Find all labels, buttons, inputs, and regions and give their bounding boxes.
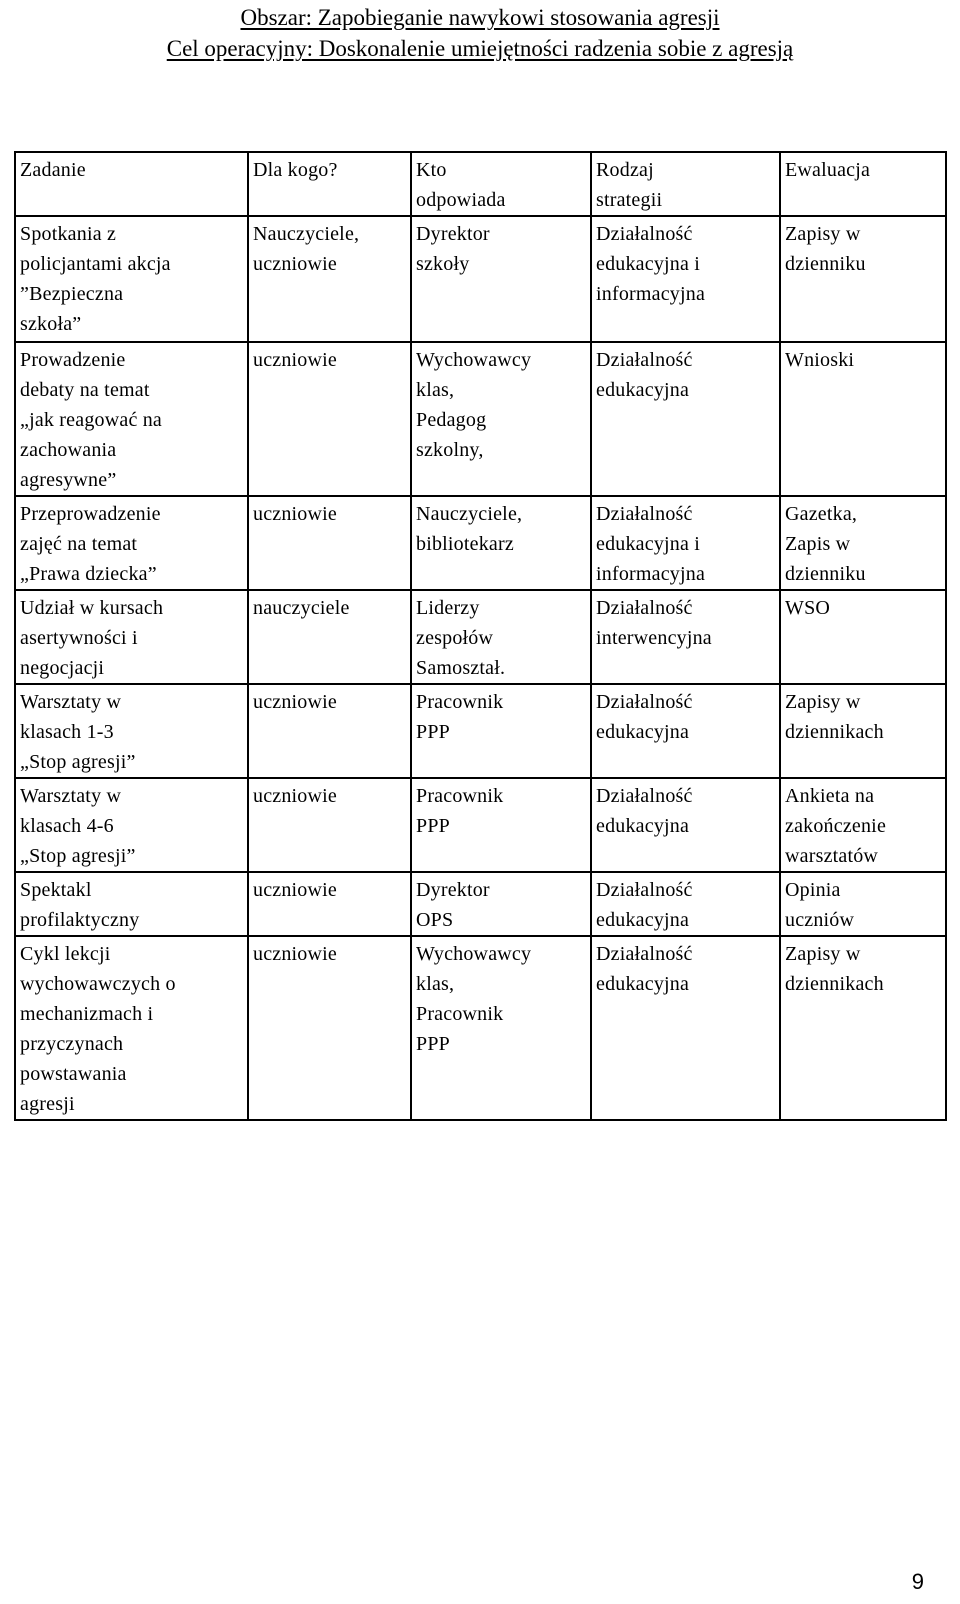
responsible-cell: Dyrektor szkoły bbox=[411, 216, 591, 342]
responsible-cell: Liderzy zespołów Samoształ. bbox=[411, 590, 591, 684]
strategy-type-cell: Działalność edukacyjna bbox=[591, 342, 780, 496]
table-row bbox=[15, 216, 946, 342]
strategy-type-cell: Działalność edukacyjna bbox=[591, 936, 780, 1120]
area-heading: Obszar: Zapobieganie nawykowi stosowania agresji bbox=[240, 5, 720, 30]
strategy-type-cell: Działalność interwencyjna bbox=[591, 590, 780, 684]
target-group-cell: uczniowie bbox=[248, 872, 411, 936]
task-cell: Prowadzenie debaty na temat „jak reagować na zachowania agresywne” bbox=[15, 342, 248, 496]
table-row bbox=[15, 936, 946, 1120]
header-target-group: Dla kogo? bbox=[248, 152, 411, 216]
header-strategy-type: Rodzaj strategii bbox=[591, 152, 780, 216]
strategy-type-cell: Działalność edukacyjna bbox=[591, 778, 780, 872]
strategy-type-cell: Działalność edukacyjna i informacyjna bbox=[591, 216, 780, 342]
evaluation-cell: Ankieta na zakończenie warsztatów bbox=[780, 778, 946, 872]
task-cell: Spotkania z policjantami akcja ”Bezpieczna szkoła” bbox=[15, 216, 248, 342]
evaluation-cell: Zapisy w dziennikach bbox=[780, 684, 946, 778]
task-cell: Udział w kursach asertywności i negocjacji bbox=[15, 590, 248, 684]
target-group-cell: uczniowie bbox=[248, 684, 411, 778]
task-cell: Przeprowadzenie zajęć na temat „Prawa dziecka” bbox=[15, 496, 248, 590]
evaluation-cell: Gazetka, Zapis w dzienniku bbox=[780, 496, 946, 590]
task-cell: Warsztaty w klasach 4-6 „Stop agresji” bbox=[15, 778, 248, 872]
target-group-cell: nauczyciele bbox=[248, 590, 411, 684]
responsible-cell: Wychowawcy klas, Pracownik PPP bbox=[411, 936, 591, 1120]
evaluation-cell: Wnioski bbox=[780, 342, 946, 496]
target-group-cell: uczniowie bbox=[248, 496, 411, 590]
responsible-cell: Pracownik PPP bbox=[411, 778, 591, 872]
task-cell: Spektakl profilaktyczny bbox=[15, 872, 248, 936]
header-task: Zadanie bbox=[15, 152, 248, 216]
page-number: 9 bbox=[911, 1569, 924, 1594]
target-group-cell: uczniowie bbox=[248, 778, 411, 872]
operational-goal-heading: Cel operacyjny: Doskonalenie umiejętności radzenia sobie z agresją bbox=[166, 36, 794, 61]
responsible-cell: Wychowawcy klas, Pedagog szkolny, bbox=[411, 342, 591, 496]
target-group-cell: Nauczyciele, uczniowie bbox=[248, 216, 411, 342]
strategy-type-cell: Działalność edukacyjna bbox=[591, 872, 780, 936]
table-row bbox=[15, 496, 946, 590]
evaluation-cell: Zapisy w dziennikach bbox=[780, 936, 946, 1120]
header-responsible: Kto odpowiada bbox=[411, 152, 591, 216]
strategy-type-cell: Działalność edukacyjna i informacyjna bbox=[591, 496, 780, 590]
table-row bbox=[15, 872, 946, 936]
table-row bbox=[15, 342, 946, 496]
prevention-plan-table bbox=[14, 151, 947, 1121]
responsible-cell: Dyrektor OPS bbox=[411, 872, 591, 936]
task-cell: Cykl lekcji wychowawczych o mechanizmach i przyczynach powstawania agresji bbox=[15, 936, 248, 1120]
evaluation-cell: WSO bbox=[780, 590, 946, 684]
evaluation-cell: Zapisy w dzienniku bbox=[780, 216, 946, 342]
responsible-cell: Nauczyciele, bibliotekarz bbox=[411, 496, 591, 590]
strategy-type-cell: Działalność edukacyjna bbox=[591, 684, 780, 778]
task-cell: Warsztaty w klasach 1-3 „Stop agresji” bbox=[15, 684, 248, 778]
header-evaluation: Ewaluacja bbox=[780, 152, 946, 216]
responsible-cell: Pracownik PPP bbox=[411, 684, 591, 778]
target-group-cell: uczniowie bbox=[248, 342, 411, 496]
table-header-row bbox=[15, 152, 946, 216]
table-row bbox=[15, 684, 946, 778]
table-row bbox=[15, 778, 946, 872]
target-group-cell: uczniowie bbox=[248, 936, 411, 1120]
table-row bbox=[15, 590, 946, 684]
evaluation-cell: Opinia uczniów bbox=[780, 872, 946, 936]
page-heading bbox=[0, 0, 960, 64]
